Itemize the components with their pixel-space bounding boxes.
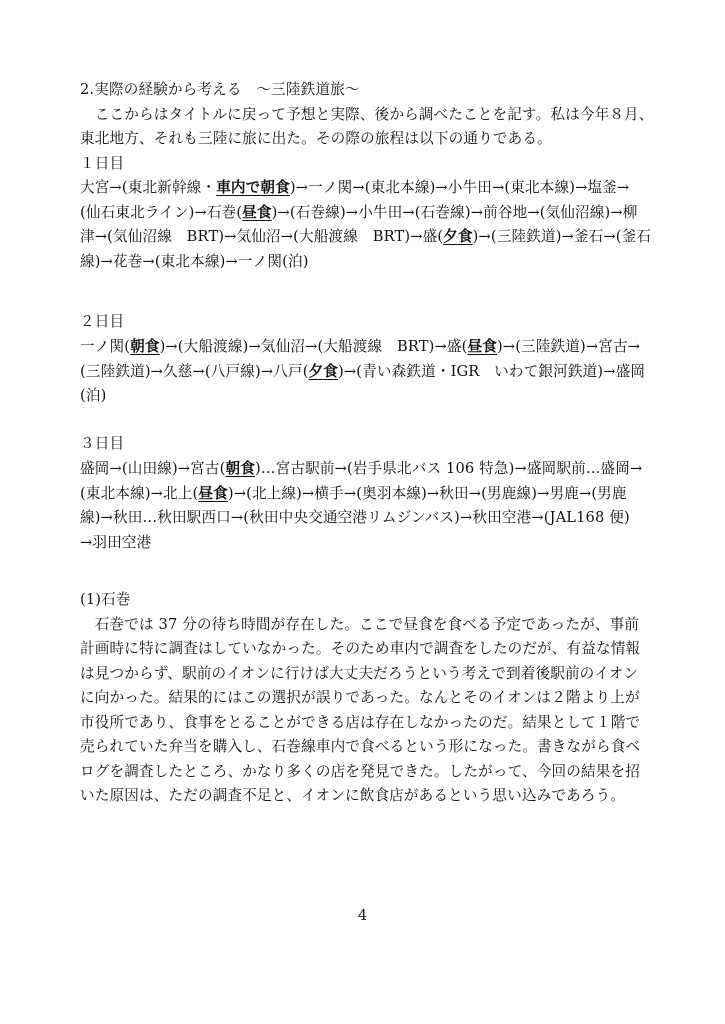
itinerary-text: )→(北上線)→横手→(奥羽本線)→秋田→(男鹿線)→男鹿→(男鹿: [227, 484, 627, 502]
meal-marker: 朝食: [130, 338, 160, 355]
body-line: 石巻では 37 分の待ち時間が存在した。ここで昼食を食べる予定であったが、事前: [80, 615, 640, 633]
itinerary-text: )→(三陸鉄道)→釜石→(釜石: [472, 228, 652, 245]
itinerary-line: [80, 225, 660, 250]
itinerary-line: [80, 335, 660, 360]
body-line: 売られていた弁当を購入し、石巻線車内で食べるという形になった。書きながら食ベ: [80, 738, 641, 755]
itinerary-text: (仙石東北ライン)→石巻(: [80, 203, 243, 221]
meal-marker: 朝食: [225, 460, 255, 477]
meal-marker: 夕食: [308, 362, 339, 380]
body-line: に向かった。結果的にはこの選択が誤りであった。なんとそのイオンは２階より上が: [80, 689, 640, 706]
itinerary-line: [80, 250, 660, 275]
itinerary-text: 大宮→(東北新幹線・: [80, 179, 217, 196]
itinerary-line: [80, 506, 660, 531]
day3-itinerary: [80, 457, 660, 555]
intro-line: ここからはタイトルに戻って予想と実際、後から調べたことを記す。私は今年８月、: [80, 105, 654, 123]
itinerary-text: )→(青い森鉄道・IGR いわて銀河鉄道)→盛岡: [338, 362, 646, 380]
itinerary-text: 一ノ関(: [80, 338, 131, 355]
day2-heading-block: [80, 310, 660, 335]
itinerary-text: )→(大船渡線)→気仙沼→(大船渡線 BRT)→盛(: [159, 338, 468, 355]
itinerary-text: )…宮古駅前→(岩手県北バス 106 特急)→盛岡駅前…盛岡→: [255, 460, 643, 477]
itinerary-line: [80, 360, 660, 385]
itinerary-line: [80, 482, 660, 507]
body-line: 計画時に特に調査はしていなかった。そのため車内で調査をしたのだが、有益な情報: [80, 640, 641, 657]
section-header: [80, 78, 660, 176]
itinerary-line: [80, 531, 660, 556]
page-number: 4: [357, 907, 368, 924]
day1-itinerary: [80, 176, 660, 274]
day2-heading: ２日目: [80, 313, 125, 330]
meal-marker: 車内で朝食: [216, 179, 290, 196]
itinerary-line: [80, 384, 660, 409]
day2-itinerary: [80, 335, 660, 409]
itinerary-line: [80, 201, 660, 226]
itinerary-text: (三陸鉄道)→久慈→(八戸線)→八戸(: [80, 362, 309, 380]
body-line: は見つからず、駅前のイオンに行けば大丈夫だろうという考えで到着後駅前のイオン: [80, 664, 639, 682]
intro-line: 東北地方、それも三陸に旅に出た。その際の旅程は以下の通りである。: [80, 130, 552, 147]
itinerary-text: )→(三陸鉄道)→宮古→: [496, 338, 641, 355]
itinerary-text: 津→(気仙沼線 BRT)→気仙沼→(大船渡線 BRT)→盛(: [80, 228, 444, 245]
itinerary-text: (泊): [80, 387, 107, 404]
meal-marker: 昼食: [467, 338, 497, 355]
meal-marker: 昼食: [242, 203, 272, 221]
itinerary-text: 線)→花巻→(東北本線)→一ノ関(泊): [80, 252, 309, 270]
body-line: いた原因は、ただの調査不足と、イオンに飲食店があるという思い込みであろう。: [80, 787, 626, 804]
itinerary-text: 線)→秋田…秋田駅西口→(秋田中央交通空港リムジンバス)→秋田空港→(JAL168 便): [80, 509, 630, 526]
body-line: 市役所であり、食事をとることができる店は存在しなかったのだ。結果として１階で: [80, 713, 641, 731]
day3-heading: ３日目: [80, 435, 125, 452]
itinerary-line: [80, 457, 660, 482]
body-line: ログを調査したところ、かなり多くの店を発見できた。したがって、今回の結果を招: [80, 762, 640, 780]
itinerary-text: (東北本線)→北上(: [80, 484, 199, 502]
day1-heading: １日目: [80, 154, 125, 172]
itinerary-text: 盛岡→(山田線)→宮古(: [80, 460, 226, 477]
itinerary-text: )→一ノ関→(東北本線)→小牛田→(東北本線)→塩釜→: [289, 179, 630, 196]
section-title: 2.実際の経験から考える ～三陸鉄道旅～: [80, 81, 360, 98]
itinerary-text: →羽田空港: [80, 533, 152, 551]
meal-marker: 昼食: [198, 484, 228, 502]
day3-heading-block: [80, 432, 660, 457]
itinerary-line: [80, 176, 660, 201]
subsection-heading: (1)石巻: [80, 591, 131, 608]
itinerary-text: )→(石巻線)→小牛田→(石巻線)→前谷地→(気仙沼線)→柳: [271, 203, 638, 221]
subsection-ishinomaki: [80, 588, 660, 809]
meal-marker: 夕食: [443, 228, 473, 245]
